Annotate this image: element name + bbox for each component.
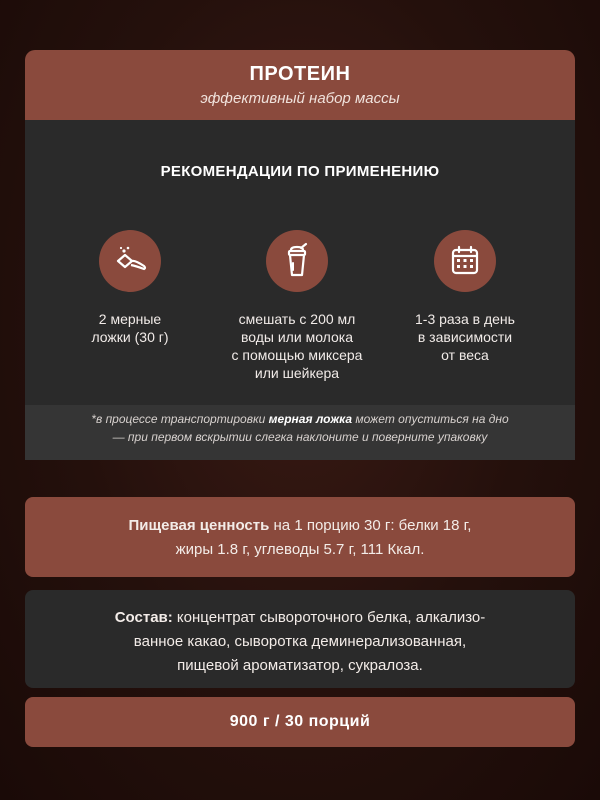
product-title: ПРОТЕИН	[249, 63, 351, 85]
step-mixing	[207, 230, 387, 382]
step-text-line: воды или молока	[240, 329, 353, 345]
calendar-icon	[434, 230, 496, 292]
product-subtitle: эффективный набор массы	[200, 90, 400, 107]
composition-line-2: ванное какао, сыворотка деминерализованная,	[133, 633, 467, 650]
weight-badge	[25, 697, 575, 747]
step-text-line: с помощью миксера	[231, 347, 363, 363]
note-prefix: *в процессе транспортировки	[91, 412, 269, 426]
note-suffix: может опуститься на дно	[352, 412, 509, 426]
nutrition-panel	[25, 497, 575, 577]
step-text-line: 1-3 раза в день	[415, 311, 515, 327]
step-text-line: 2 мерные	[98, 311, 162, 327]
note-line-2: — при первом вскрытии слегка наклоните и поверните упаковку	[112, 430, 488, 444]
weight-label: 900 г / 30 порций	[229, 713, 371, 730]
shaker-icon	[266, 230, 328, 292]
step-text-line: ложки (30 г)	[91, 329, 169, 345]
composition-label: Состав:	[114, 609, 173, 626]
scoop-icon	[99, 230, 161, 292]
composition-line-3: пищевой ароматизатор, сукралоза.	[177, 657, 423, 674]
transport-note	[45, 410, 555, 446]
product-header	[25, 50, 575, 120]
step-frequency	[375, 230, 555, 364]
note-bold: мерная ложка	[268, 412, 353, 426]
composition-line-1: концентрат сывороточного белка, алкализо-	[172, 609, 486, 626]
nutrition-label: Пищевая ценность	[128, 517, 270, 534]
step-dosage	[40, 230, 220, 346]
nutrition-line-2: жиры 1.8 г, углеводы 5.7 г, 111 Ккал.	[175, 541, 425, 558]
composition-panel	[25, 590, 575, 688]
step-text-line: в зависимости	[417, 329, 513, 345]
step-text-line: или шейкера	[254, 365, 340, 381]
step-text-line: от веса	[441, 347, 489, 363]
step-text-line: смешать с 200 мл	[238, 311, 356, 327]
usage-panel	[25, 120, 575, 460]
nutrition-line-1: на 1 порцию 30 г: белки 18 г,	[269, 517, 472, 534]
usage-title: РЕКОМЕНДАЦИИ ПО ПРИМЕНЕНИЮ	[160, 163, 440, 180]
